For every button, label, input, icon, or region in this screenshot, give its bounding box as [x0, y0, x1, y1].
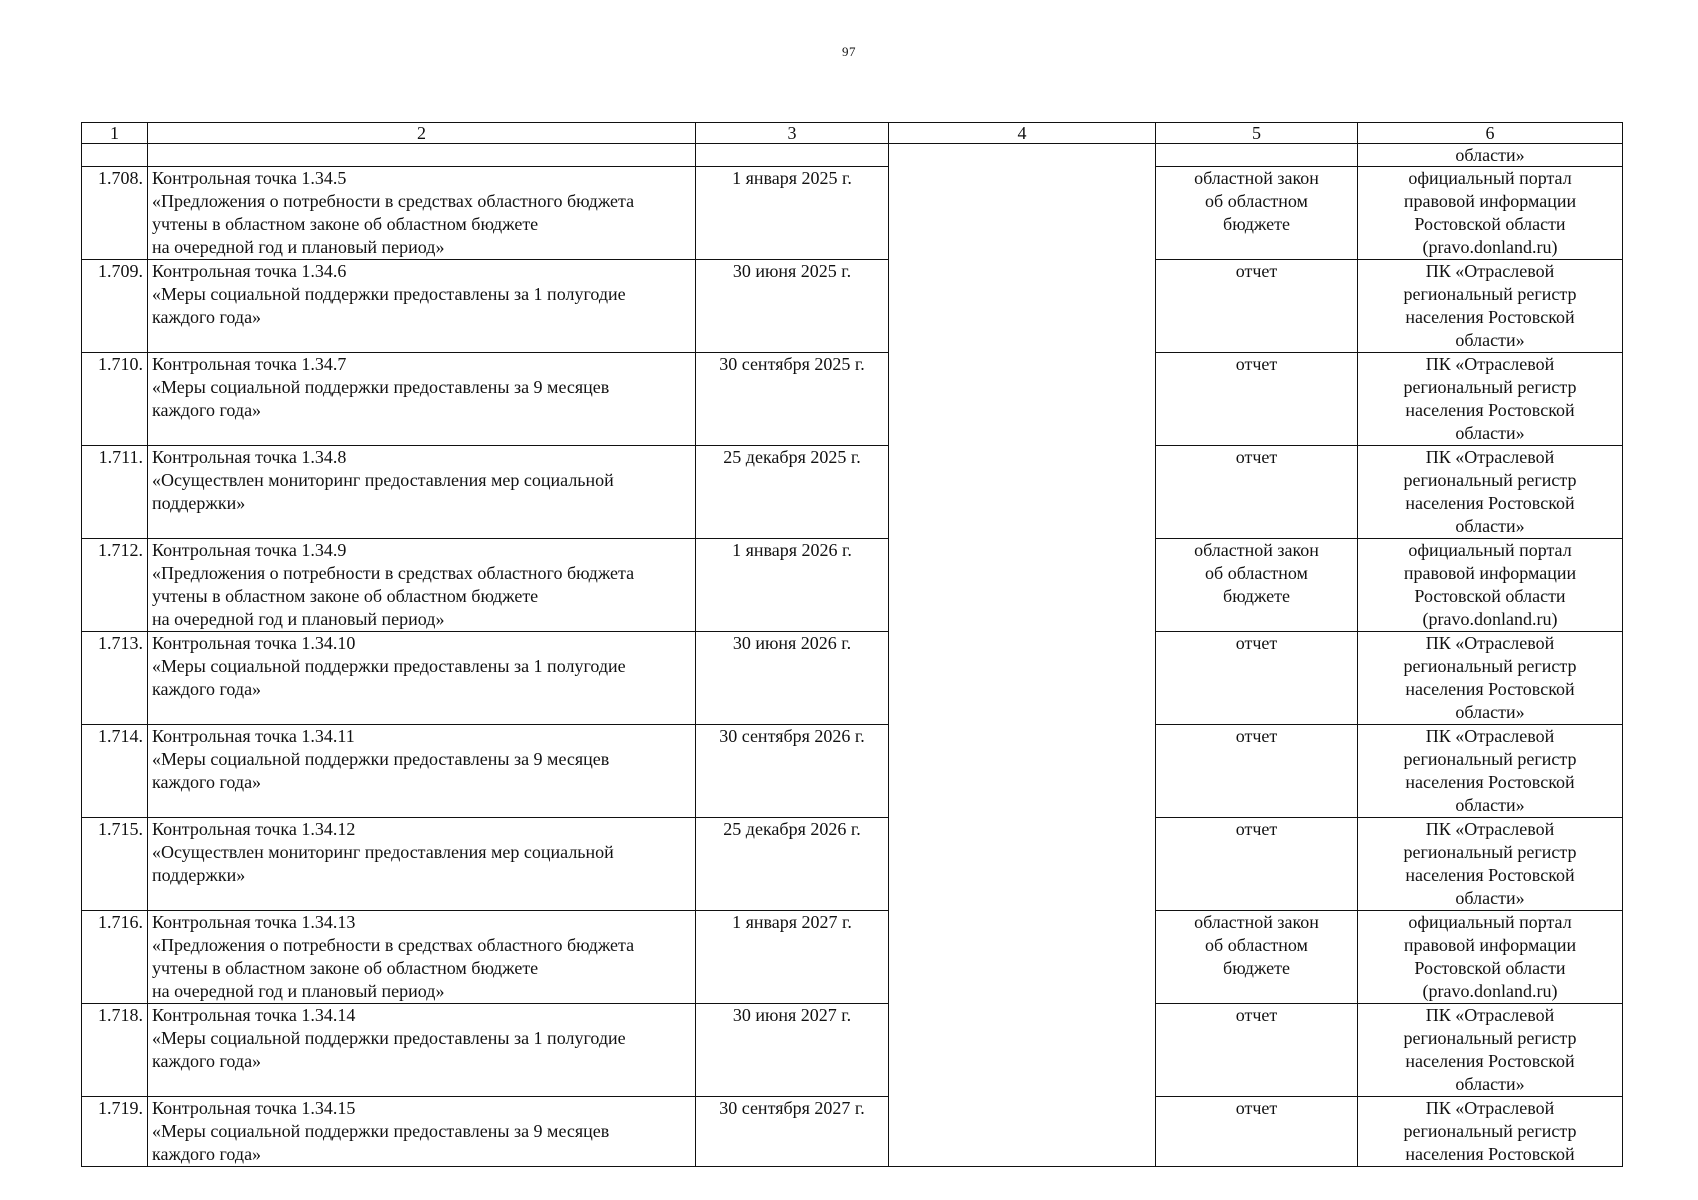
deadline-date: 1 января 2026 г. [696, 539, 889, 632]
document-type [1156, 353, 1358, 446]
control-point-text-line: каждого года» [152, 772, 262, 792]
information-source-line: ПК «Отраслевой [1425, 354, 1555, 374]
information-source-line: населения Ростовской [1405, 400, 1575, 420]
information-source-line: ПК «Отраслевой [1425, 1098, 1555, 1118]
information-source-line: официальный портал [1408, 540, 1572, 560]
information-source [1358, 818, 1623, 911]
information-source-line: области» [1455, 423, 1525, 443]
column-header-3: 3 [696, 123, 889, 144]
row-number: 1.711. [82, 446, 148, 539]
table-row [82, 725, 1623, 818]
information-source-line: населения Ростовской [1405, 1144, 1575, 1164]
information-source-line: области» [1455, 330, 1525, 350]
control-point-description [148, 632, 696, 725]
control-point-title: Контрольная точка 1.34.13 [152, 912, 356, 932]
information-source [1358, 167, 1623, 260]
control-point-text-line: «Меры социальной поддержки предоставлены за 9 месяцев [152, 749, 610, 769]
information-source-line: ПК «Отраслевой [1425, 819, 1555, 839]
information-source-line: населения Ростовской [1405, 679, 1575, 699]
deadline-date: 25 декабря 2025 г. [696, 446, 889, 539]
column-header-row [82, 123, 1623, 144]
deadline-date: 30 сентября 2027 г. [696, 1097, 889, 1167]
information-source [1358, 260, 1623, 353]
document-type [1156, 167, 1358, 260]
control-point-text-line: каждого года» [152, 1144, 262, 1164]
control-point-text-line: «Меры социальной поддержки предоставлены за 1 полугодие [152, 1028, 626, 1048]
control-point-description [148, 1097, 696, 1167]
document-type-line: об областном [1205, 935, 1308, 955]
information-source-line: региональный регистр [1403, 1121, 1577, 1141]
row-number: 1.710. [82, 353, 148, 446]
document-type-line: бюджете [1223, 586, 1290, 606]
document-type [1156, 1004, 1358, 1097]
document-type-line: областной закон [1194, 168, 1319, 188]
information-source [1358, 632, 1623, 725]
information-source-line: Ростовской области [1414, 958, 1566, 978]
continuation-row [82, 144, 1623, 167]
control-point-description [148, 167, 696, 260]
control-point-text-line: на очередной год и плановый период» [152, 237, 445, 257]
table-row [82, 911, 1623, 1004]
table-row [82, 353, 1623, 446]
document-type [1156, 446, 1358, 539]
document-type [1156, 818, 1358, 911]
information-source-line: региональный регистр [1403, 377, 1577, 397]
document-type [1156, 260, 1358, 353]
control-point-title: Контрольная точка 1.34.14 [152, 1005, 356, 1025]
deadline-date: 1 января 2027 г. [696, 911, 889, 1004]
control-point-text-line: учтены в областном законе об областном бюджете [152, 586, 539, 606]
document-type-line: об областном [1205, 191, 1308, 211]
control-point-description [148, 353, 696, 446]
document-type-line: отчет [1235, 819, 1278, 839]
control-point-text-line: учтены в областном законе об областном бюджете [152, 958, 539, 978]
control-point-title: Контрольная точка 1.34.5 [152, 168, 347, 188]
document-type [1156, 911, 1358, 1004]
continuation-cell-5 [1156, 144, 1358, 167]
table-row [82, 632, 1623, 725]
control-point-text-line: каждого года» [152, 1051, 262, 1071]
control-point-description [148, 1004, 696, 1097]
control-point-text-line: «Осуществлен мониторинг предоставления мер социальной [152, 470, 614, 490]
column-4-merged-cell [889, 144, 1156, 1167]
document-type-line: бюджете [1223, 958, 1290, 978]
information-source [1358, 1004, 1623, 1097]
information-source-line: (pravo.donland.ru) [1422, 981, 1558, 1001]
control-point-description [148, 446, 696, 539]
information-source-line: региональный регистр [1403, 749, 1577, 769]
information-source [1358, 911, 1623, 1004]
control-point-text-line: учтены в областном законе об областном бюджете [152, 214, 539, 234]
information-source-line: правовой информации [1403, 935, 1577, 955]
control-point-text-line: «Предложения о потребности в средствах областного бюджета [152, 935, 635, 955]
control-point-description [148, 818, 696, 911]
continuation-cell-3 [696, 144, 889, 167]
information-source-line: населения Ростовской [1405, 493, 1575, 513]
information-source-line: региональный регистр [1403, 284, 1577, 304]
information-source-line: ПК «Отраслевой [1425, 1005, 1555, 1025]
control-point-title: Контрольная точка 1.34.7 [152, 354, 347, 374]
information-source-line: населения Ростовской [1405, 307, 1575, 327]
page-number: 97 [842, 44, 856, 59]
information-source-line: региональный регистр [1403, 656, 1577, 676]
information-source-line: официальный портал [1408, 912, 1572, 932]
document-type-line: бюджете [1223, 214, 1290, 234]
control-point-text-line: на очередной год и плановый период» [152, 609, 445, 629]
table-row [82, 539, 1623, 632]
information-source-line: области» [1455, 516, 1525, 536]
information-source-line: области» [1455, 1074, 1525, 1094]
information-source-line: области» [1455, 795, 1525, 815]
table-row [82, 446, 1623, 539]
control-point-text-line: «Предложения о потребности в средствах областного бюджета [152, 191, 635, 211]
table-row [82, 1097, 1623, 1167]
control-point-text-line: каждого года» [152, 679, 262, 699]
information-source-line: (pravo.donland.ru) [1422, 609, 1558, 629]
information-source-line: Ростовской области [1414, 214, 1566, 234]
control-point-text-line: «Меры социальной поддержки предоставлены за 1 полугодие [152, 284, 626, 304]
document-type-line: отчет [1235, 1098, 1278, 1118]
control-point-title: Контрольная точка 1.34.9 [152, 540, 347, 560]
control-point-text-line: «Меры социальной поддержки предоставлены за 9 месяцев [152, 377, 610, 397]
document-type [1156, 725, 1358, 818]
control-point-text-line: каждого года» [152, 307, 262, 327]
information-source-line: правовой информации [1403, 191, 1577, 211]
control-point-text-line: каждого года» [152, 400, 262, 420]
deadline-date: 30 июня 2027 г. [696, 1004, 889, 1097]
information-source-line: ПК «Отраслевой [1425, 633, 1555, 653]
document-type-line: отчет [1235, 447, 1278, 467]
information-source-line: правовой информации [1403, 563, 1577, 583]
information-source [1358, 539, 1623, 632]
row-number: 1.714. [82, 725, 148, 818]
column-header-2: 2 [148, 123, 696, 144]
row-number: 1.712. [82, 539, 148, 632]
control-point-title: Контрольная точка 1.34.11 [152, 726, 355, 746]
deadline-date: 25 декабря 2026 г. [696, 818, 889, 911]
table-row [82, 260, 1623, 353]
document-type [1156, 632, 1358, 725]
row-number: 1.713. [82, 632, 148, 725]
document-type-line: отчет [1235, 1005, 1278, 1025]
deadline-date: 30 сентября 2026 г. [696, 725, 889, 818]
continuation-cell-1 [82, 144, 148, 167]
column-header-4: 4 [889, 123, 1156, 144]
control-point-title: Контрольная точка 1.34.12 [152, 819, 356, 839]
continuation-cell-2 [148, 144, 696, 167]
table-body [82, 123, 1623, 1167]
control-point-text-line: поддержки» [152, 865, 246, 885]
information-source-line: населения Ростовской [1405, 1051, 1575, 1071]
row-number: 1.716. [82, 911, 148, 1004]
deadline-date: 30 июня 2025 г. [696, 260, 889, 353]
control-point-description [148, 725, 696, 818]
information-source-line: области» [1455, 888, 1525, 908]
document-type-line: отчет [1235, 354, 1278, 374]
table-row [82, 1004, 1623, 1097]
column-header-6: 6 [1358, 123, 1623, 144]
information-source-line: ПК «Отраслевой [1425, 447, 1555, 467]
row-number: 1.715. [82, 818, 148, 911]
row-number: 1.709. [82, 260, 148, 353]
information-source-line: ПК «Отраслевой [1425, 261, 1555, 281]
document-type-line: об областном [1205, 563, 1308, 583]
document-type-line: отчет [1235, 726, 1278, 746]
control-point-text-line: «Осуществлен мониторинг предоставления мер социальной [152, 842, 614, 862]
document-type [1156, 1097, 1358, 1167]
information-source-line: (pravo.donland.ru) [1422, 237, 1558, 257]
deadline-date: 30 сентября 2025 г. [696, 353, 889, 446]
information-source [1358, 725, 1623, 818]
information-source [1358, 1097, 1623, 1167]
document-type-line: областной закон [1194, 540, 1319, 560]
document-type-line: областной закон [1194, 912, 1319, 932]
information-source [1358, 446, 1623, 539]
table-row [82, 167, 1623, 260]
continuation-cell-6: области» [1358, 144, 1623, 167]
information-source [1358, 353, 1623, 446]
control-point-description [148, 911, 696, 1004]
information-source-line: региональный регистр [1403, 1028, 1577, 1048]
control-point-text-line: «Предложения о потребности в средствах областного бюджета [152, 563, 635, 583]
control-points-table [81, 122, 1623, 1167]
information-source-line: области» [1455, 702, 1525, 722]
row-number: 1.718. [82, 1004, 148, 1097]
control-point-text-line: «Меры социальной поддержки предоставлены за 9 месяцев [152, 1121, 610, 1141]
document-type-line: отчет [1235, 261, 1278, 281]
information-source-line: официальный портал [1408, 168, 1572, 188]
information-source-line: региональный регистр [1403, 842, 1577, 862]
row-number: 1.708. [82, 167, 148, 260]
control-point-description [148, 260, 696, 353]
information-source-line: населения Ростовской [1405, 865, 1575, 885]
row-number: 1.719. [82, 1097, 148, 1167]
information-source-line: ПК «Отраслевой [1425, 726, 1555, 746]
control-point-title: Контрольная точка 1.34.10 [152, 633, 356, 653]
information-source-line: Ростовской области [1414, 586, 1566, 606]
column-header-1: 1 [82, 123, 148, 144]
column-header-5: 5 [1156, 123, 1358, 144]
control-point-text-line: на очередной год и плановый период» [152, 981, 445, 1001]
deadline-date: 30 июня 2026 г. [696, 632, 889, 725]
control-point-title: Контрольная точка 1.34.15 [152, 1098, 356, 1118]
control-point-text-line: поддержки» [152, 493, 246, 513]
control-point-description [148, 539, 696, 632]
document-type-line: отчет [1235, 633, 1278, 653]
control-point-title: Контрольная точка 1.34.6 [152, 261, 347, 281]
information-source-line: населения Ростовской [1405, 772, 1575, 792]
table-row [82, 818, 1623, 911]
document-type [1156, 539, 1358, 632]
information-source-line: региональный регистр [1403, 470, 1577, 490]
control-point-title: Контрольная точка 1.34.8 [152, 447, 347, 467]
deadline-date: 1 января 2025 г. [696, 167, 889, 260]
control-point-text-line: «Меры социальной поддержки предоставлены за 1 полугодие [152, 656, 626, 676]
